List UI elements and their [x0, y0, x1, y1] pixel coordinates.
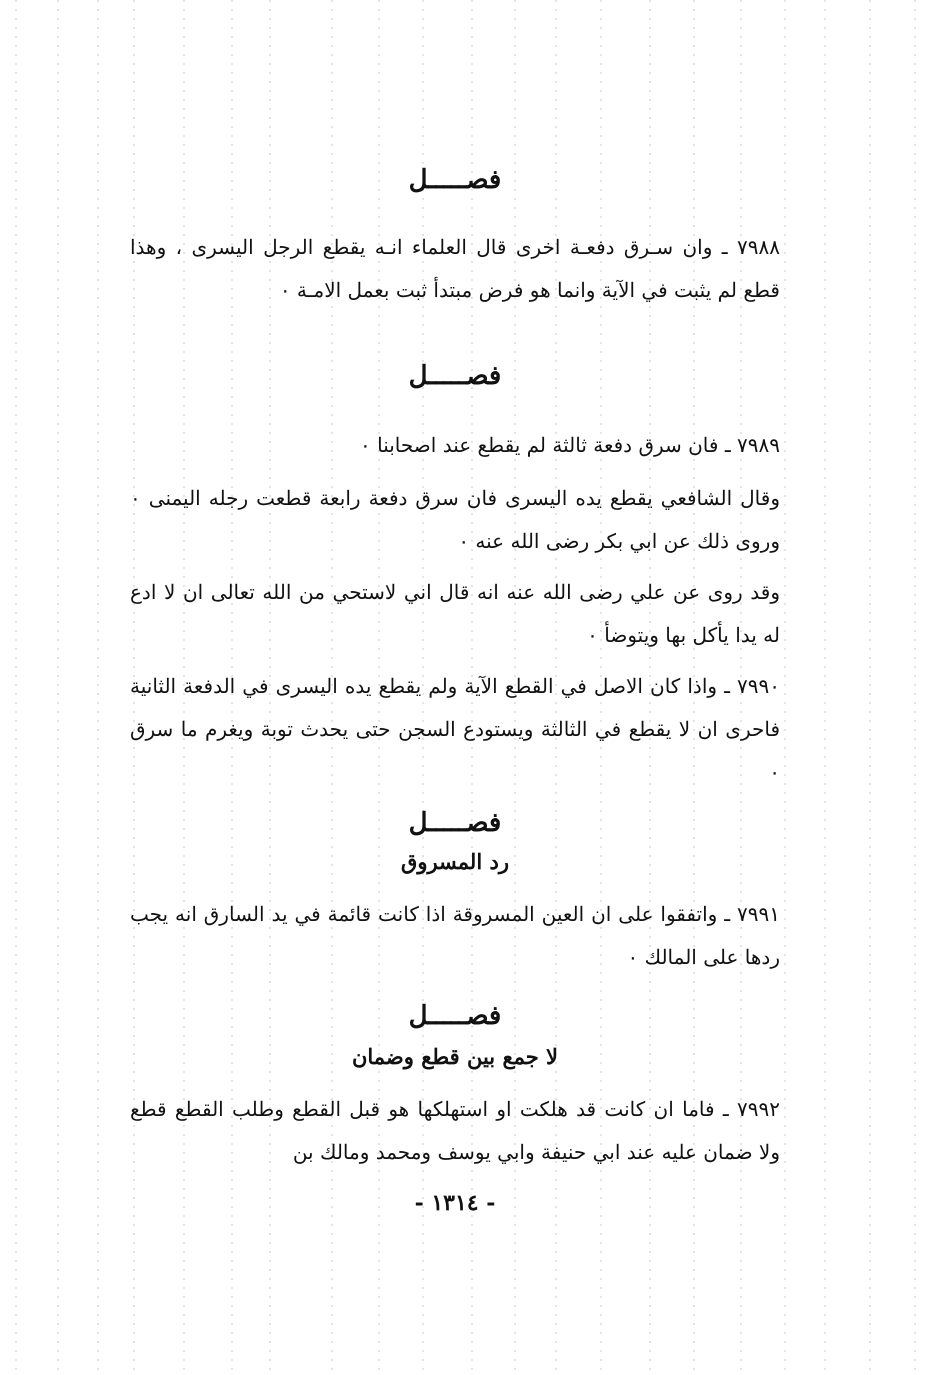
section-4 [130, 998, 780, 1174]
paragraph-7992: ٧٩٩٢ ـ فاما ان كانت قد هلكت او استهلكها هو قبل القطع وطلب القطع قطع ولا ضمان عليه عند ابي حنيفة وابي يوسف ومحمد ومالك بن [130, 1097, 780, 1164]
book-page [130, 150, 780, 1230]
section-3 [130, 805, 780, 979]
paragraph-7991: ٧٩٩١ ـ واتفقوا على ان العين المسروقة اذا كانت قائمة في يد السارق انه يجب ردها على المالك ٠ [130, 902, 780, 969]
paragraph-shafii: وقال الشافعي يقطع يده اليسرى فان سرق دفعة رابعة قطعت رجله اليمنى ٠ وروى ذلك عن ابي بكر رضى الله عنه ٠ [130, 486, 780, 553]
page-number: - ١٣١٤ - [414, 1190, 496, 1216]
section-1 [130, 162, 780, 312]
section-heading: فصـــــل [408, 165, 502, 195]
section-2 [130, 358, 780, 794]
section-heading: فصـــــل [408, 1001, 502, 1031]
section-subheading: رد المسروق [401, 849, 509, 874]
paragraph-ali: وقد روى عن علي رضى الله عنه انه قال اني لاستحي من الله تعالى ان لا ادع له يدا يأكل بها ويتوضأ ٠ [130, 580, 780, 647]
section-heading: فصـــــل [408, 808, 502, 838]
paragraph-7990: ٧٩٩٠ ـ واذا كان الاصل في القطع الآية ولم يقطع يده اليسرى في الدفعة الثانية فاحرى ان لا يقطع في الثالثة ويستودع السجن حتى يحدث توبة ويغرم ما سرق ٠ [130, 674, 780, 784]
paragraph-7989: ٧٩٨٩ ـ فان سرق دفعة ثالثة لم يقطع عند اصحابنا ٠ [360, 433, 780, 457]
section-heading: فصـــــل [408, 361, 502, 391]
section-subheading: لا جمع بين قطع وضمان [351, 1044, 559, 1069]
paragraph-7988: ٧٩٨٨ ـ وان سـرق دفعـة اخرى قال العلماء انـه يقطع الرجل اليسرى ، وهذا قطع لم يثبت في الآية وانما هو فرض مبتدأ ثبت بعمل الامـة ٠ [130, 235, 780, 302]
